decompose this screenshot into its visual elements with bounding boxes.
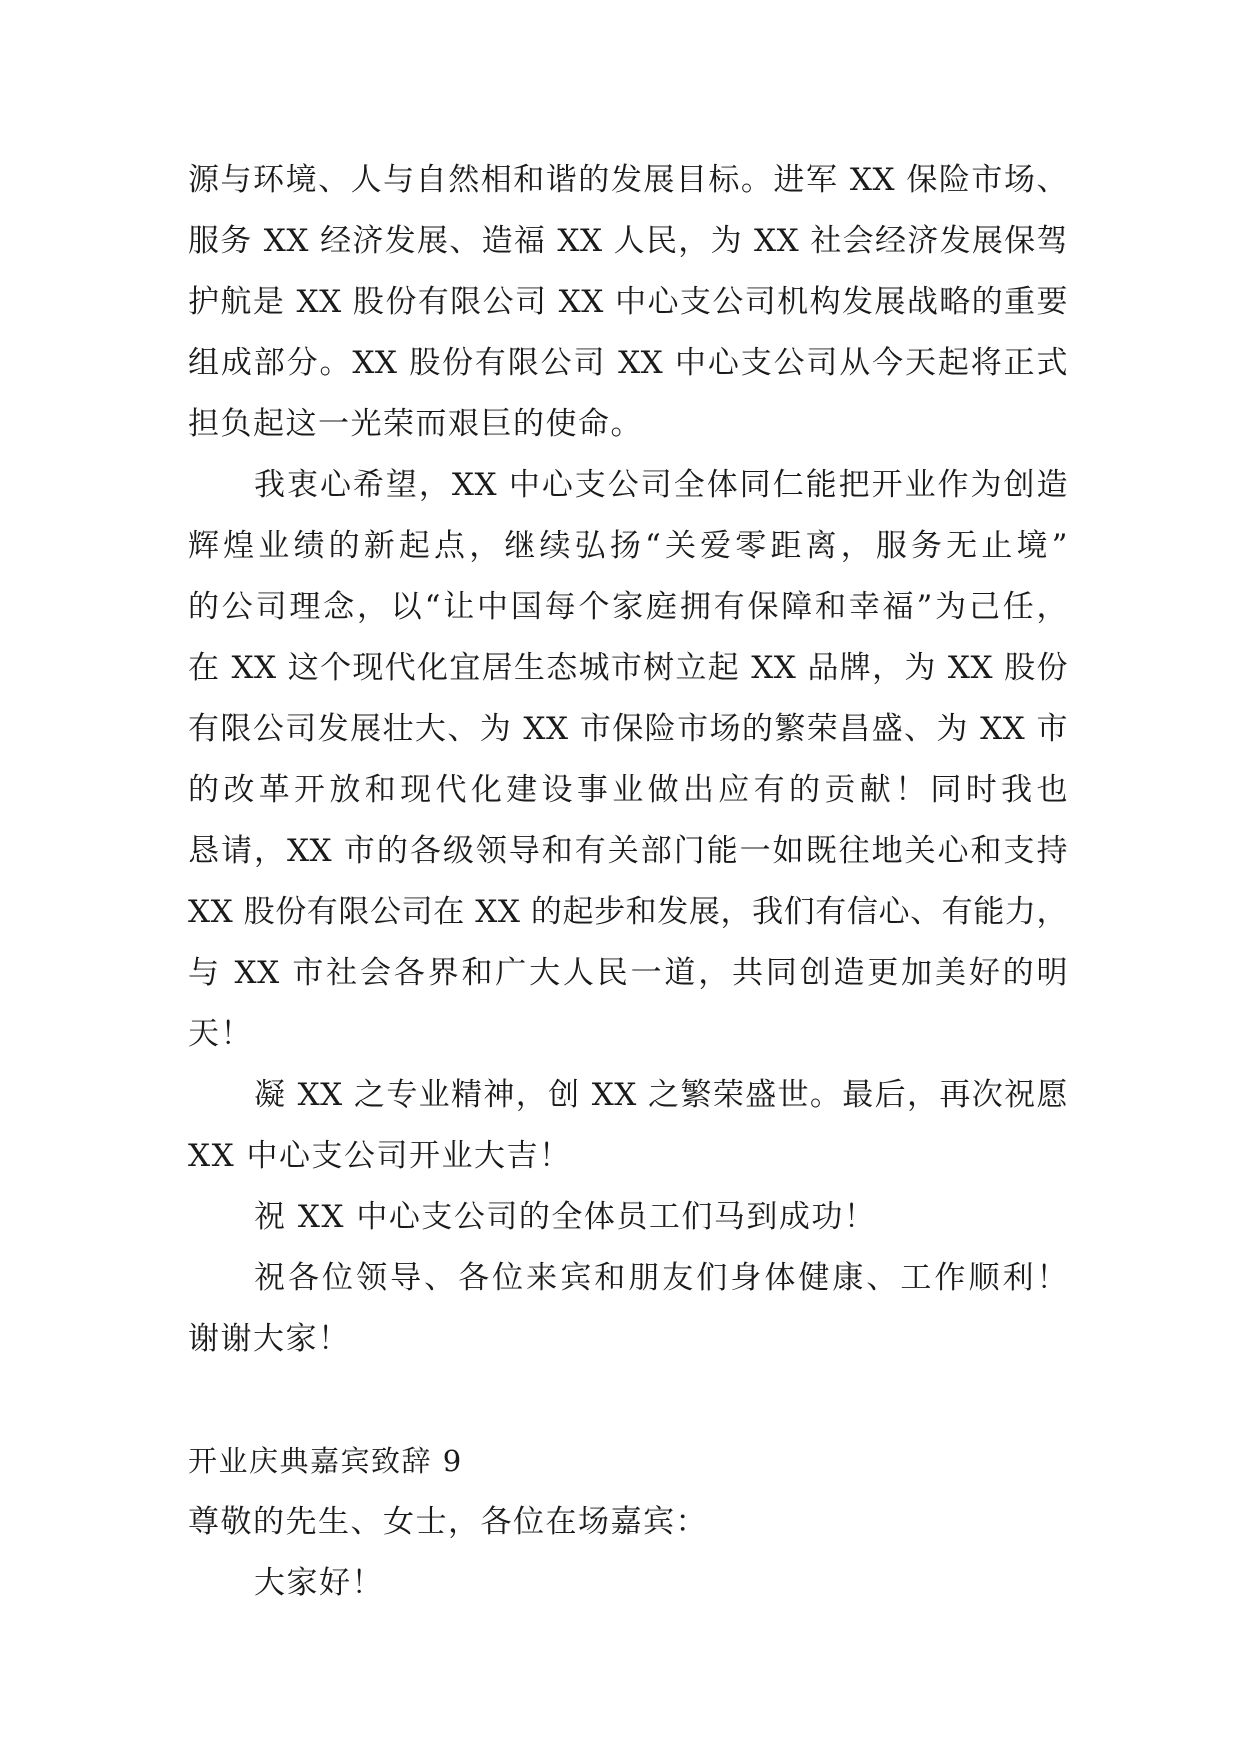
section-title: 开业庆典嘉宾致辞 9 — [188, 1444, 463, 1478]
text-line: 凝 XX 之专业精神，创 XX 之繁荣盛世。最后，再次祝愿 — [254, 1077, 1068, 1113]
text-line: 担负起这一光荣而艰巨的使命。 — [188, 406, 643, 442]
salutation: 尊敬的先生、女士，各位在场嘉宾： — [188, 1504, 708, 1540]
text-line: 有限公司发展壮大、为 XX 市保险市场的繁荣昌盛、为 XX 市 — [188, 711, 1068, 747]
paragraph-staff-wish — [188, 1187, 1068, 1248]
text-line: 护航是 XX 股份有限公司 XX 中心支公司机构发展战略的重要 — [188, 284, 1068, 320]
text-line: 服务 XX 经济发展、造福 XX 人民，为 XX 社会经济发展保驾 — [188, 223, 1068, 259]
document-body — [188, 150, 1068, 1614]
paragraph-closing — [188, 1248, 1068, 1370]
text-line: 祝 XX 中心支公司的全体员工们马到成功！ — [254, 1199, 877, 1235]
text-line: 辉煌业绩的新起点，继续弘扬“关爱零距离，服务无止境” — [188, 528, 1068, 564]
text-line: 在 XX 这个现代化宜居生态城市树立起 XX 品牌，为 XX 股份 — [188, 650, 1068, 686]
text-line: 的改革开放和现代化建设事业做出应有的贡献！同时我也 — [188, 772, 1068, 808]
paragraph-hope — [188, 455, 1068, 1065]
text-line: XX 中心支公司开业大吉！ — [188, 1138, 572, 1174]
greeting: 大家好！ — [254, 1565, 384, 1601]
text-line: 源与环境、人与自然相和谐的发展目标。进军 XX 保险市场、 — [188, 162, 1068, 198]
text-line: 与 XX 市社会各界和广大人民一道，共同创造更加美好的明 — [188, 955, 1068, 991]
paragraph-continuation — [188, 150, 1068, 455]
text-line: 组成部分。XX 股份有限公司 XX 中心支公司从今天起将正式 — [188, 345, 1068, 381]
text-line: 恳请，XX 市的各级领导和有关部门能一如既往地关心和支持 — [188, 833, 1068, 869]
text-line: 天！ — [188, 1016, 253, 1052]
paragraph-wishes — [188, 1065, 1068, 1187]
text-line: 我衷心希望，XX 中心支公司全体同仁能把开业作为创造 — [254, 467, 1068, 503]
text-line: 谢谢大家！ — [188, 1321, 351, 1357]
text-line: 祝各位领导、各位来宾和朋友们身体健康、工作顺利！ — [254, 1260, 1068, 1296]
text-line: 的公司理念，以“让中国每个家庭拥有保障和幸福”为己任， — [188, 589, 1068, 625]
section-spacer — [188, 1370, 1068, 1431]
text-line: XX 股份有限公司在 XX 的起步和发展，我们有信心、有能力， — [188, 894, 1068, 930]
